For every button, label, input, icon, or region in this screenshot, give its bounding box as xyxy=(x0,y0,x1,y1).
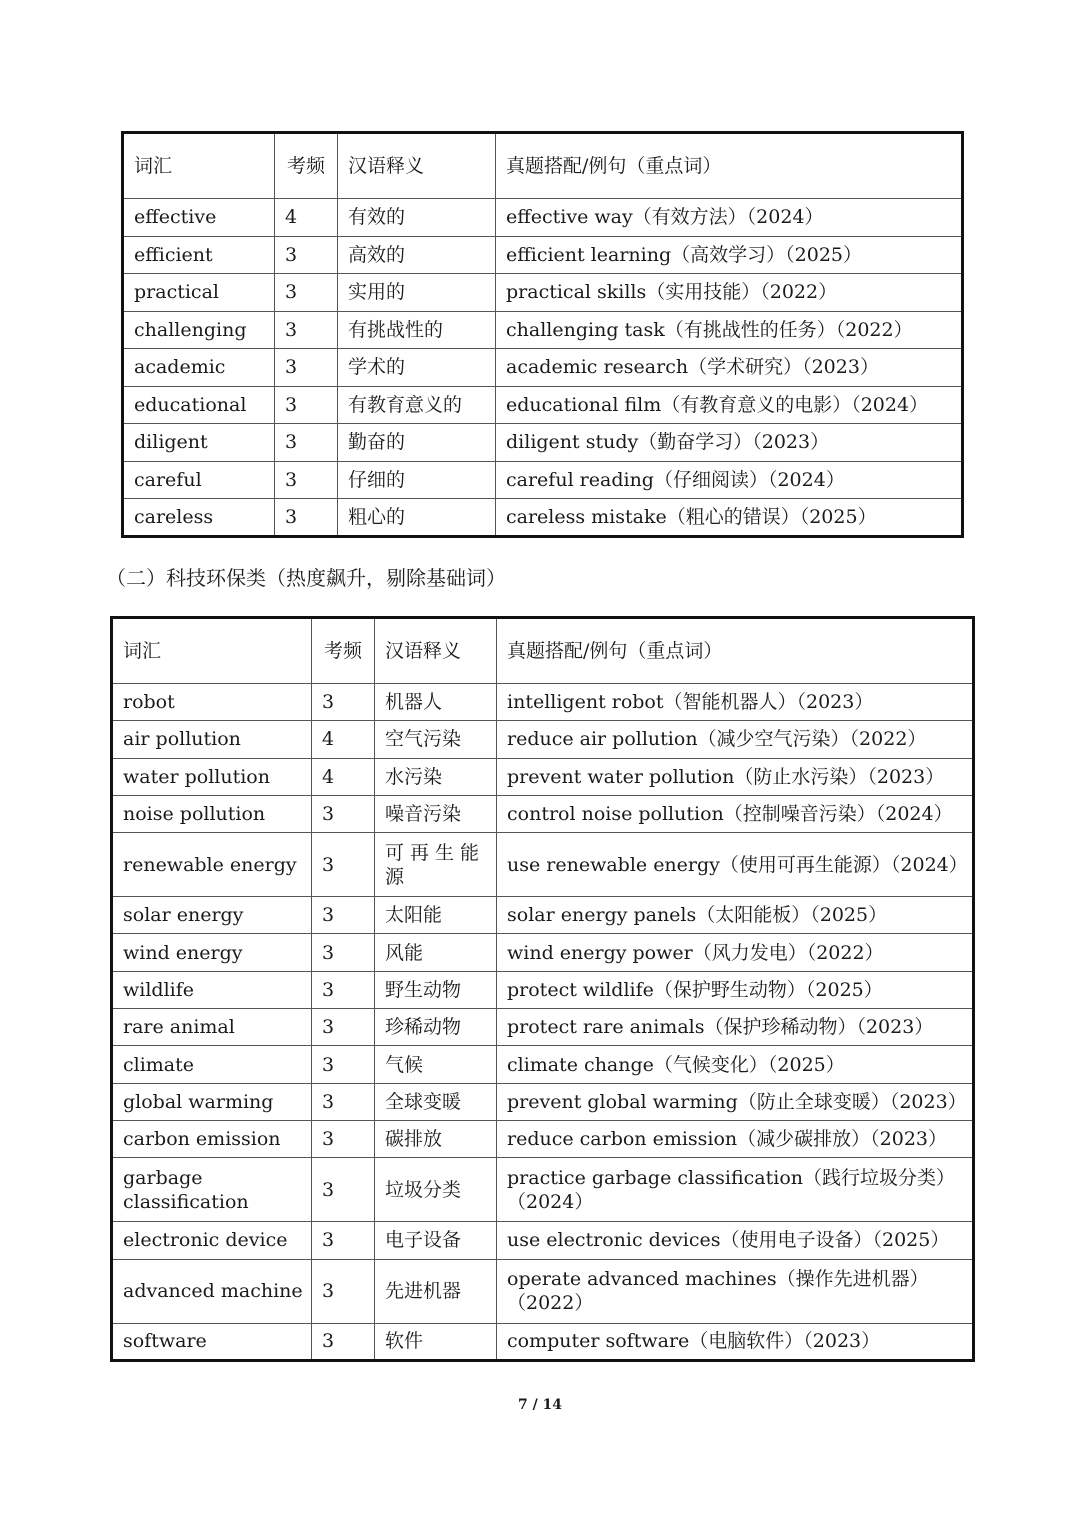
word-cell: practical xyxy=(123,274,275,312)
table-row xyxy=(112,1259,974,1323)
meaning-cell: 粗心的 xyxy=(338,499,496,537)
table-row xyxy=(123,274,963,312)
word-cell: carbon emission xyxy=(112,1120,312,1157)
meaning-cell: 可再生能源 xyxy=(375,833,497,897)
freq-cell: 3 xyxy=(312,1222,375,1259)
table-row xyxy=(123,499,963,537)
header-word: 词汇 xyxy=(123,133,275,199)
meaning-cell: 仔细的 xyxy=(338,461,496,499)
example-cell: prevent water pollution（防止水污染）（2023） xyxy=(497,758,974,795)
example-cell: solar energy panels（太阳能板）（2025） xyxy=(497,897,974,934)
freq-cell: 3 xyxy=(312,795,375,832)
example-cell: challenging task（有挑战性的任务）（2022） xyxy=(496,311,963,349)
meaning-cell: 实用的 xyxy=(338,274,496,312)
header-freq: 考频 xyxy=(275,133,338,199)
table-row xyxy=(112,897,974,934)
table-row xyxy=(112,758,974,795)
freq-cell: 3 xyxy=(275,349,338,387)
table-row xyxy=(112,1009,974,1046)
word-cell: air pollution xyxy=(112,721,312,758)
example-cell: practical skills（实用技能）（2022） xyxy=(496,274,963,312)
freq-cell: 3 xyxy=(312,684,375,721)
freq-cell: 3 xyxy=(275,386,338,424)
freq-cell: 3 xyxy=(312,1158,375,1222)
table-row xyxy=(123,461,963,499)
freq-cell: 3 xyxy=(312,1323,375,1360)
meaning-cell: 先进机器 xyxy=(375,1259,497,1323)
vocabulary-table-2 xyxy=(110,616,975,1362)
vocabulary-table-1 xyxy=(121,131,964,538)
example-cell: protect wildlife（保护野生动物）（2025） xyxy=(497,971,974,1008)
header-example: 真题搭配/例句（重点词） xyxy=(497,618,974,684)
meaning-cell: 有教育意义的 xyxy=(338,386,496,424)
word-cell: solar energy xyxy=(112,897,312,934)
word-cell: renewable energy xyxy=(112,833,312,897)
example-cell: prevent global warming（防止全球变暖）（2023） xyxy=(497,1083,974,1120)
header-freq: 考频 xyxy=(312,618,375,684)
freq-cell: 3 xyxy=(312,1120,375,1157)
table-row xyxy=(112,1323,974,1360)
word-cell: careful xyxy=(123,461,275,499)
meaning-cell: 全球变暖 xyxy=(375,1083,497,1120)
example-cell: practice garbage classification（践行垃圾分类）（2024） xyxy=(497,1158,974,1222)
example-cell: use electronic devices（使用电子设备）（2025） xyxy=(497,1222,974,1259)
table-row xyxy=(112,684,974,721)
table-row xyxy=(112,1120,974,1157)
word-cell: garbage classification xyxy=(112,1158,312,1222)
header-meaning: 汉语释义 xyxy=(375,618,497,684)
table-row xyxy=(123,349,963,387)
word-cell: noise pollution xyxy=(112,795,312,832)
table-row xyxy=(123,199,963,237)
word-cell: robot xyxy=(112,684,312,721)
freq-cell: 4 xyxy=(312,758,375,795)
example-cell: climate change（气候变化）（2025） xyxy=(497,1046,974,1083)
table-row xyxy=(112,1083,974,1120)
word-cell: efficient xyxy=(123,236,275,274)
word-cell: global warming xyxy=(112,1083,312,1120)
word-cell: wildlife xyxy=(112,971,312,1008)
section-heading: （二）科技环保类（热度飙升，剔除基础词） xyxy=(106,566,506,590)
meaning-cell: 高效的 xyxy=(338,236,496,274)
page-number: 7 / 14 xyxy=(517,1397,563,1413)
freq-cell: 3 xyxy=(275,274,338,312)
example-cell: academic research（学术研究）（2023） xyxy=(496,349,963,387)
meaning-cell: 软件 xyxy=(375,1323,497,1360)
table-row xyxy=(123,236,963,274)
meaning-cell: 学术的 xyxy=(338,349,496,387)
word-cell: effective xyxy=(123,199,275,237)
example-cell: use renewable energy（使用可再生能源）（2024） xyxy=(497,833,974,897)
table-row xyxy=(112,1158,974,1222)
word-cell: water pollution xyxy=(112,758,312,795)
word-cell: educational xyxy=(123,386,275,424)
freq-cell: 3 xyxy=(312,971,375,1008)
table-row xyxy=(123,311,963,349)
table-row xyxy=(112,934,974,971)
example-cell: careless mistake（粗心的错误）（2025） xyxy=(496,499,963,537)
meaning-cell: 勤奋的 xyxy=(338,424,496,462)
header-word: 词汇 xyxy=(112,618,312,684)
freq-cell: 3 xyxy=(275,424,338,462)
freq-cell: 3 xyxy=(312,833,375,897)
example-cell: computer software（电脑软件）（2023） xyxy=(497,1323,974,1360)
word-cell: diligent xyxy=(123,424,275,462)
word-cell: software xyxy=(112,1323,312,1360)
meaning-cell: 风能 xyxy=(375,934,497,971)
freq-cell: 3 xyxy=(312,1046,375,1083)
example-cell: effective way（有效方法）（2024） xyxy=(496,199,963,237)
example-cell: protect rare animals（保护珍稀动物）（2023） xyxy=(497,1009,974,1046)
example-cell: careful reading（仔细阅读）（2024） xyxy=(496,461,963,499)
meaning-cell: 碳排放 xyxy=(375,1120,497,1157)
freq-cell: 3 xyxy=(312,897,375,934)
word-cell: careless xyxy=(123,499,275,537)
word-cell: rare animal xyxy=(112,1009,312,1046)
meaning-cell: 气候 xyxy=(375,1046,497,1083)
table-row xyxy=(112,971,974,1008)
meaning-cell: 机器人 xyxy=(375,684,497,721)
meaning-cell: 有挑战性的 xyxy=(338,311,496,349)
meaning-cell: 太阳能 xyxy=(375,897,497,934)
freq-cell: 3 xyxy=(275,499,338,537)
table-row xyxy=(112,833,974,897)
example-cell: reduce air pollution（减少空气污染）（2022） xyxy=(497,721,974,758)
header-meaning: 汉语释义 xyxy=(338,133,496,199)
meaning-cell: 噪音污染 xyxy=(375,795,497,832)
table-header-row xyxy=(123,133,963,199)
freq-cell: 3 xyxy=(312,934,375,971)
table-row xyxy=(112,721,974,758)
example-cell: reduce carbon emission（减少碳排放）（2023） xyxy=(497,1120,974,1157)
word-cell: wind energy xyxy=(112,934,312,971)
freq-cell: 4 xyxy=(275,199,338,237)
table-row xyxy=(123,424,963,462)
meaning-cell: 水污染 xyxy=(375,758,497,795)
freq-cell: 3 xyxy=(312,1259,375,1323)
meaning-cell: 垃圾分类 xyxy=(375,1158,497,1222)
freq-cell: 3 xyxy=(275,311,338,349)
meaning-cell: 有效的 xyxy=(338,199,496,237)
meaning-cell: 野生动物 xyxy=(375,971,497,1008)
example-cell: efficient learning（高效学习）（2025） xyxy=(496,236,963,274)
freq-cell: 3 xyxy=(312,1083,375,1120)
word-cell: climate xyxy=(112,1046,312,1083)
table-row xyxy=(112,795,974,832)
table-row xyxy=(112,1222,974,1259)
example-cell: diligent study（勤奋学习）（2023） xyxy=(496,424,963,462)
header-example: 真题搭配/例句（重点词） xyxy=(496,133,963,199)
table-header-row xyxy=(112,618,974,684)
freq-cell: 3 xyxy=(275,236,338,274)
word-cell: electronic device xyxy=(112,1222,312,1259)
example-cell: control noise pollution（控制噪音污染）（2024） xyxy=(497,795,974,832)
freq-cell: 3 xyxy=(312,1009,375,1046)
meaning-cell: 电子设备 xyxy=(375,1222,497,1259)
example-cell: intelligent robot（智能机器人）（2023） xyxy=(497,684,974,721)
freq-cell: 4 xyxy=(312,721,375,758)
word-cell: challenging xyxy=(123,311,275,349)
word-cell: advanced machine xyxy=(112,1259,312,1323)
example-cell: wind energy power（风力发电）（2022） xyxy=(497,934,974,971)
meaning-cell: 空气污染 xyxy=(375,721,497,758)
freq-cell: 3 xyxy=(275,461,338,499)
word-cell: academic xyxy=(123,349,275,387)
example-cell: operate advanced machines（操作先进机器）（2022） xyxy=(497,1259,974,1323)
example-cell: educational film（有教育意义的电影）（2024） xyxy=(496,386,963,424)
table-row xyxy=(123,386,963,424)
meaning-cell: 珍稀动物 xyxy=(375,1009,497,1046)
table-row xyxy=(112,1046,974,1083)
